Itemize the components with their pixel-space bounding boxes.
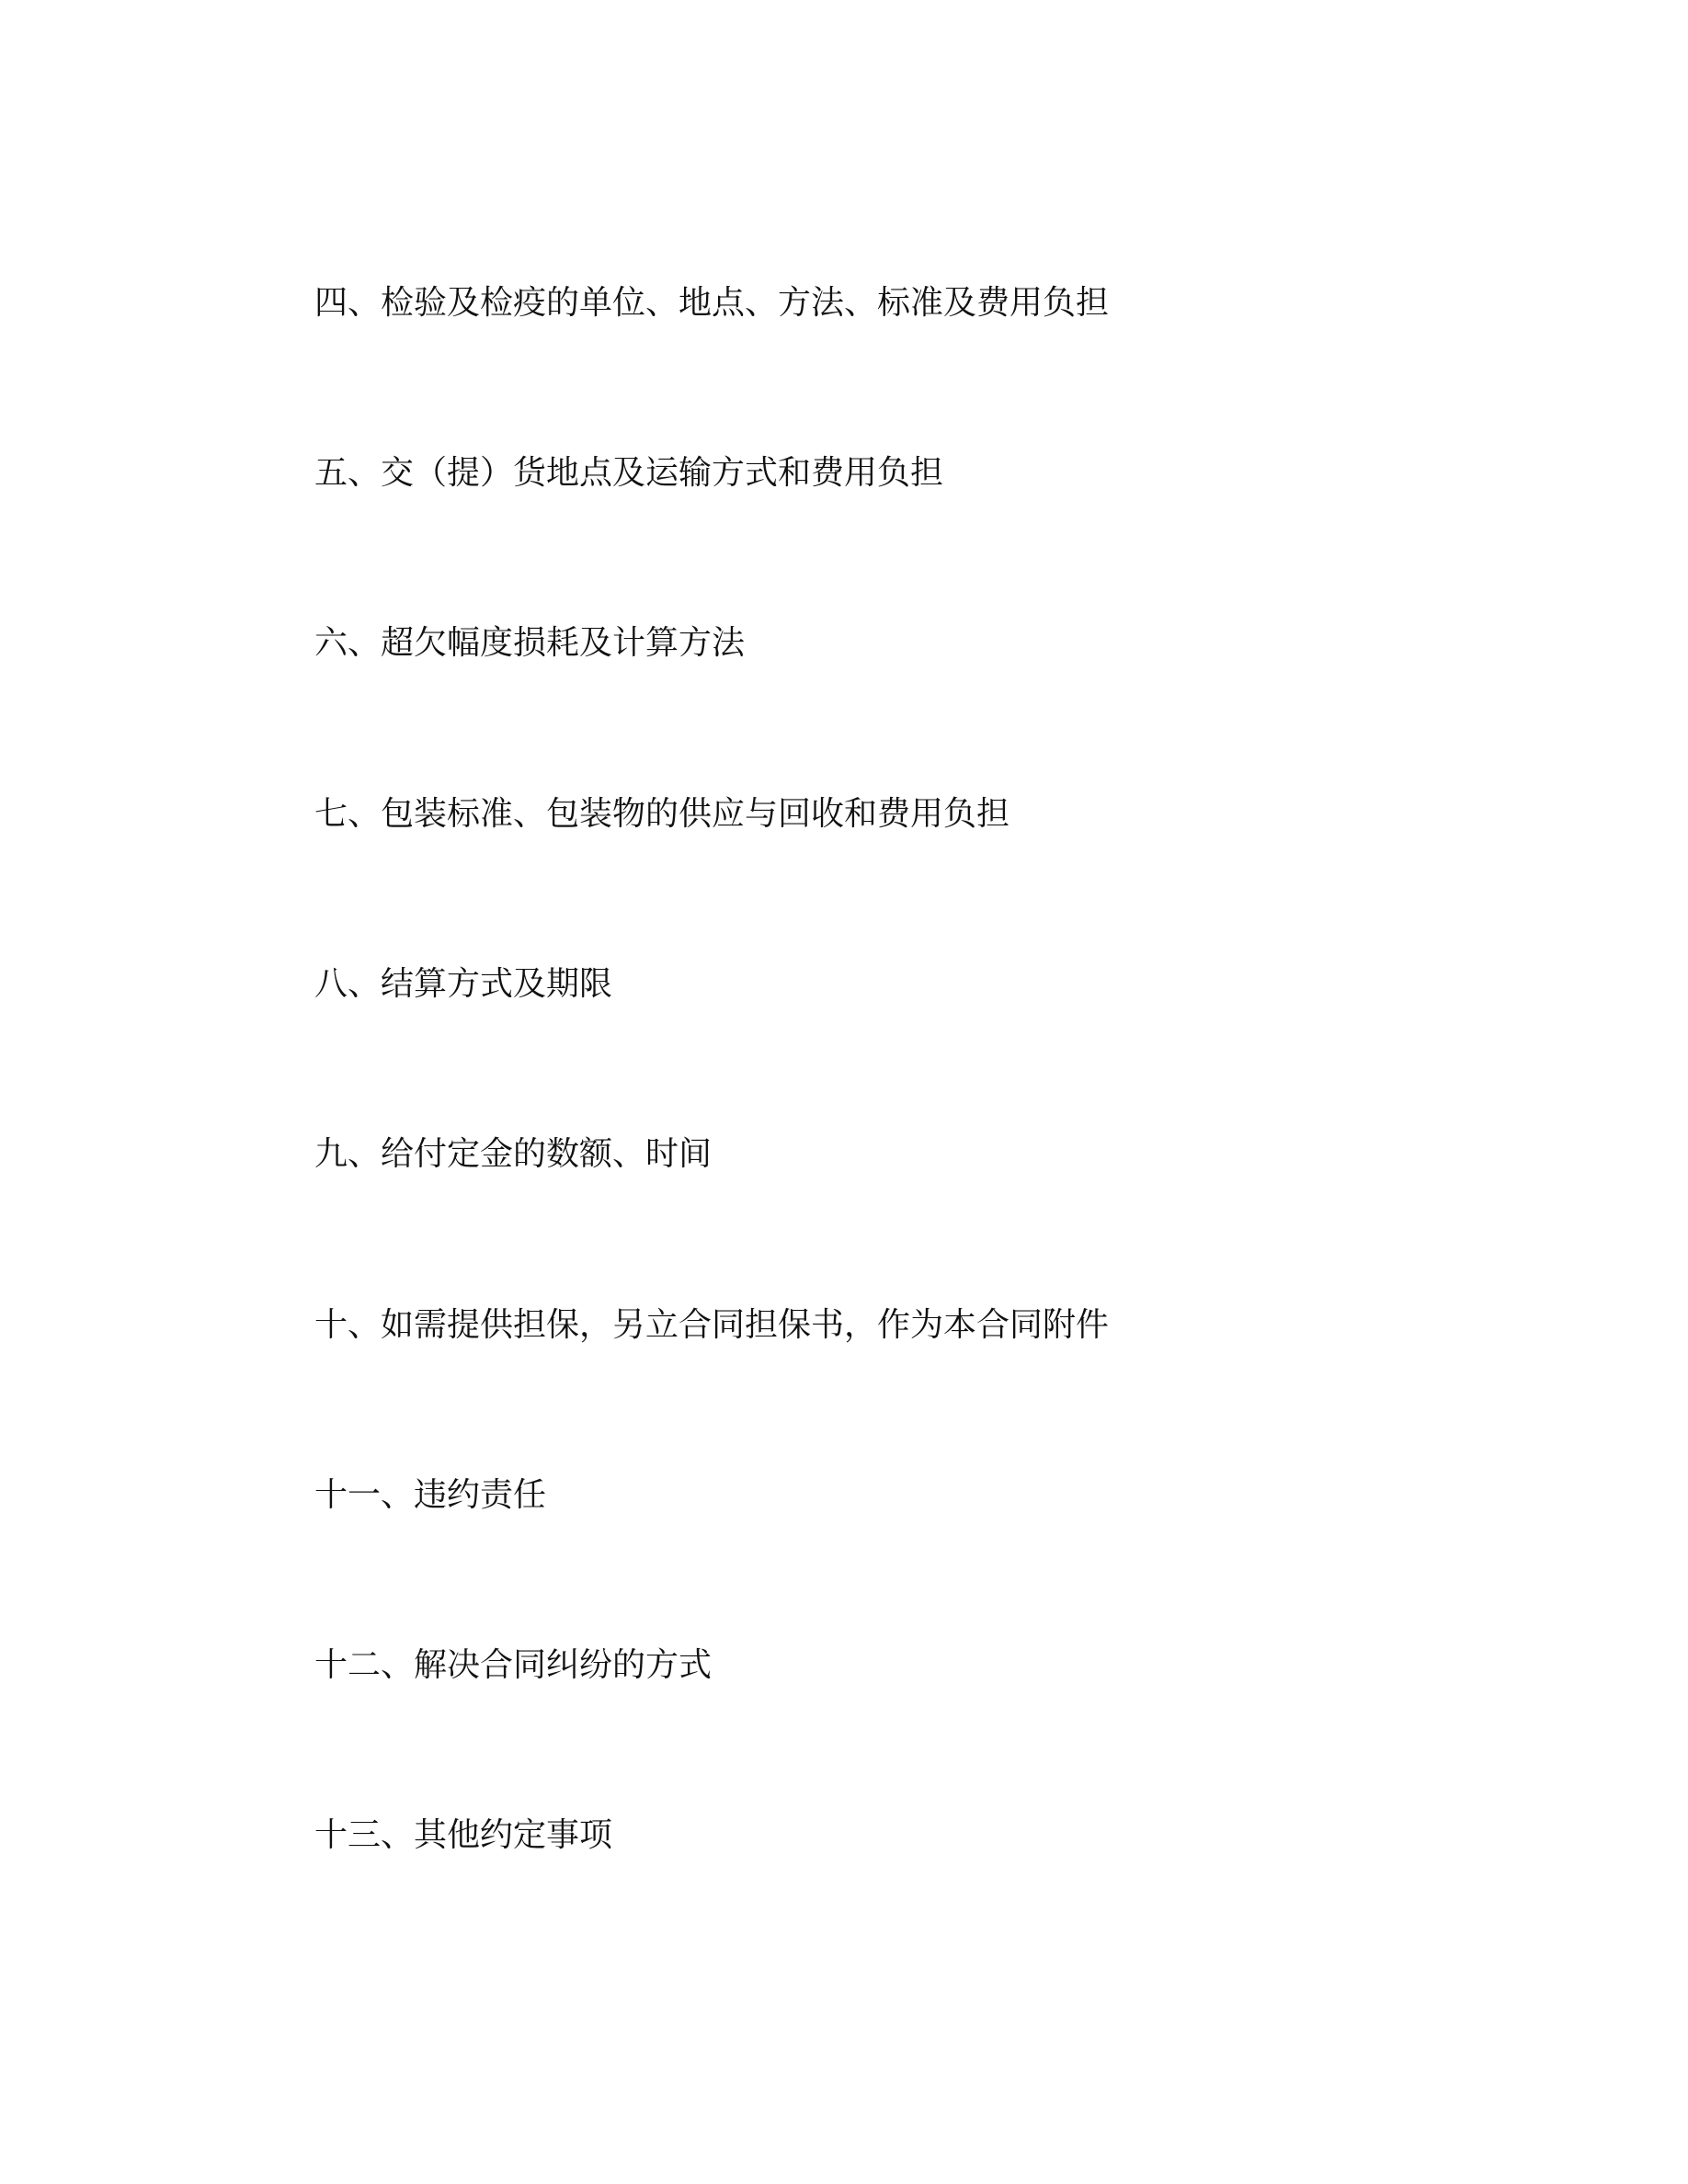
clause-inspection: 四、检验及检疫的单位、地点、方法、标准及费用负担 bbox=[314, 284, 1110, 322]
clause-tolerance-loss: 六、超欠幅度损耗及计算方法 bbox=[314, 624, 746, 662]
clause-settlement: 八、结算方式及期限 bbox=[314, 965, 613, 1003]
clause-other-matters: 十三、其他约定事项 bbox=[314, 1816, 613, 1854]
clause-dispute-resolution: 十二、解决合同纠纷的方式 bbox=[314, 1646, 713, 1684]
clause-deposit: 九、给付定金的数额、时间 bbox=[314, 1135, 713, 1173]
clause-guarantee: 十、如需提供担保，另立合同担保书，作为本合同附件 bbox=[314, 1306, 1110, 1344]
clause-liability: 十一、违约责任 bbox=[314, 1476, 547, 1514]
clause-packaging: 七、包装标准、包装物的供应与回收和费用负担 bbox=[314, 795, 1010, 833]
clause-delivery: 五、交（提）货地点及运输方式和费用负担 bbox=[314, 454, 944, 492]
